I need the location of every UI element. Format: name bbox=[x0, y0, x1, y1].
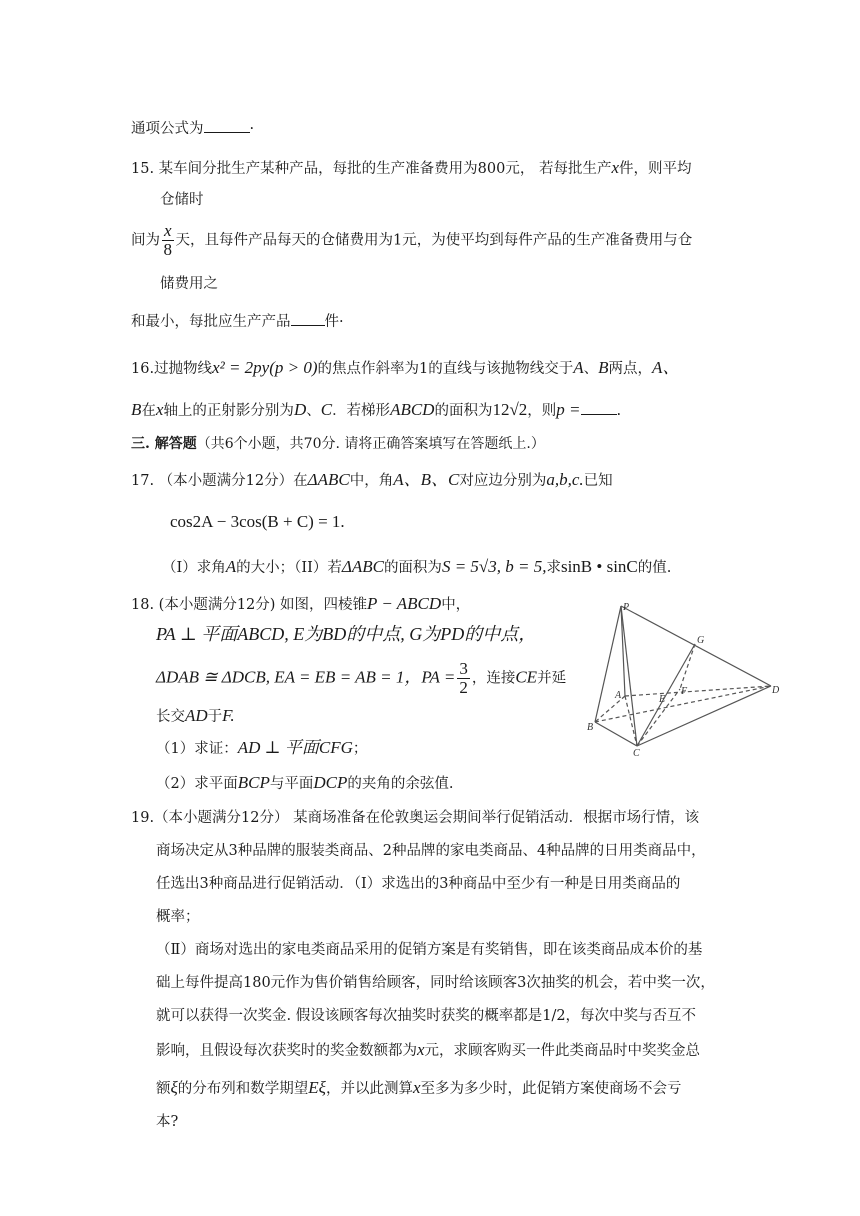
text: ，并以此测算 bbox=[325, 1081, 413, 1097]
text: 任选出3种商品进行促销活动．（Ⅰ）求选出的3种商品中至少有一种是日用类商品的 bbox=[156, 876, 681, 892]
triangle-ABC: ΔABC bbox=[307, 470, 350, 489]
text: （共6个小题，共70分. 请将正确答案填写在答题纸上.） bbox=[196, 436, 545, 452]
text: 至多为多少时，此促销方案使商场不会亏 bbox=[420, 1081, 682, 1097]
var-F: F. bbox=[222, 706, 235, 725]
figure-label-F: F bbox=[681, 686, 688, 697]
text: 并延 bbox=[537, 670, 567, 687]
text: 影响，且假设每次获奖时的奖金数额都为 bbox=[156, 1043, 417, 1059]
text: 的面积为 bbox=[434, 403, 493, 419]
text: （2）求平面 bbox=[156, 776, 238, 792]
text: 、 bbox=[583, 361, 599, 377]
text: 中，角 bbox=[349, 473, 394, 489]
text: 的大小；（II）若 bbox=[236, 560, 342, 576]
text-line bbox=[162, 557, 671, 577]
perp-statement: AD ⊥ 平面CFG bbox=[237, 738, 353, 757]
text: 额 bbox=[156, 1081, 171, 1097]
figure-label-A: A bbox=[615, 690, 622, 701]
text: 求 bbox=[546, 560, 561, 576]
text: cos2A − 3cos(B + C) = 1. bbox=[170, 512, 345, 531]
var-AD: AD bbox=[185, 706, 208, 725]
answer-blank bbox=[581, 402, 617, 415]
text-line bbox=[156, 738, 367, 758]
var-A: A bbox=[573, 358, 584, 377]
text: 件，则平均 bbox=[619, 161, 692, 177]
text-line bbox=[156, 660, 566, 697]
text: 础上每件提高180元作为售价销售给顾客，同时给该顾客3次抽奖的机会，若中奖一次， bbox=[156, 975, 715, 991]
var-B: B bbox=[598, 358, 609, 377]
var-x: x bbox=[155, 400, 164, 419]
fraction-x-over-8 bbox=[162, 222, 174, 259]
var-C: C bbox=[320, 400, 333, 419]
answer-blank bbox=[291, 313, 325, 326]
text: 15. 某车间分批生产某种产品，每批的生产准备费用为800元， 若每批生产 bbox=[131, 161, 612, 177]
var-x: x bbox=[611, 158, 619, 177]
figure-label-E: E bbox=[659, 694, 666, 705]
var-x: x bbox=[412, 1078, 421, 1097]
text: 元，求顾客购买一件此类商品时中奖奖金总 bbox=[424, 1043, 701, 1059]
text: （I）求角 bbox=[162, 560, 226, 576]
text: ，则 bbox=[527, 403, 557, 419]
text: 长交 bbox=[156, 709, 185, 725]
text: 对应边分别为 bbox=[459, 473, 547, 489]
text-line bbox=[156, 1040, 700, 1060]
text: 概率； bbox=[156, 909, 200, 925]
var-A: A、 bbox=[652, 358, 680, 377]
question-15 bbox=[131, 158, 692, 178]
text: 商场决定从3种品牌的服装类商品、2种品牌的家电类商品、4种品牌的日用类商品中， bbox=[156, 843, 706, 859]
var-xi: ξ bbox=[170, 1078, 178, 1097]
text: 间为 bbox=[131, 232, 160, 249]
text: 的分布列和数学期望 bbox=[177, 1081, 309, 1097]
pyramid-figure bbox=[585, 598, 785, 760]
text: ； bbox=[352, 741, 368, 757]
text: 通项公式为 bbox=[131, 121, 204, 137]
question-16 bbox=[131, 358, 679, 378]
text: 与平面 bbox=[269, 776, 314, 792]
var-D: D bbox=[293, 400, 307, 419]
text: 本? bbox=[156, 1114, 179, 1130]
text: 轴上的正射影分别为 bbox=[163, 403, 294, 419]
text: 在 bbox=[141, 403, 156, 419]
area-value: 12√2 bbox=[492, 400, 528, 419]
var-A: A bbox=[225, 557, 237, 576]
question-17 bbox=[131, 470, 613, 490]
figure-label-C: C bbox=[633, 748, 640, 759]
equation bbox=[170, 512, 345, 532]
text: 19.（本小题满分12分） 某商场准备在伦敦奥运会期间举行促销活动．根据市场行情，该 bbox=[131, 810, 700, 826]
text-line bbox=[160, 276, 218, 293]
plane-BCP: BCP bbox=[237, 773, 270, 792]
figure-label-B: B bbox=[587, 722, 594, 733]
question-18 bbox=[131, 594, 470, 614]
text: 和最小，每批应生产产品 bbox=[131, 314, 291, 330]
text-line: B在x轴上的正射影分别为D、C．若梯形ABCD的面积为12√2，则p = . bbox=[131, 400, 622, 419]
heading: 三. 解答题 bbox=[131, 436, 197, 452]
var-CE: CE bbox=[515, 667, 538, 687]
text: PA ⊥ 平面ABCD, E为BD的中点, G为PD的中点， bbox=[156, 624, 537, 644]
text: ，连接 bbox=[471, 670, 516, 687]
numerator: x bbox=[164, 221, 172, 240]
condition-line bbox=[156, 624, 536, 646]
text-line bbox=[156, 1078, 682, 1098]
text: 就可以获得一次奖金. 假设该顾客每次抽奖时获奖的概率都是1/2，每次中奖与否互不 bbox=[156, 1008, 697, 1024]
text: （1）求证： bbox=[156, 741, 238, 757]
text-line bbox=[156, 773, 453, 793]
text-line bbox=[156, 975, 715, 992]
numerator: 3 bbox=[459, 659, 468, 678]
text: （Ⅱ）商场对选出的家电类商品采用的促销方案是有奖销售，即在该类商品成本价的基 bbox=[156, 942, 703, 958]
var-p: p = bbox=[556, 400, 581, 419]
text: 17. （本小题满分12分）在 bbox=[131, 473, 308, 489]
text: 16.过抛物线 bbox=[131, 361, 213, 377]
text: 的焦点作斜率为1的直线与该抛物线交于 bbox=[317, 361, 574, 377]
triangle-ABC: ΔABC bbox=[341, 557, 384, 576]
figure-label-G: G bbox=[697, 635, 705, 646]
text-line bbox=[156, 706, 235, 726]
text-line bbox=[156, 942, 702, 959]
angles: A、B、C bbox=[393, 470, 460, 489]
text: 仓储时 bbox=[160, 192, 204, 208]
text: 的值. bbox=[637, 560, 672, 576]
text: 的夹角的余弦值. bbox=[347, 776, 454, 792]
var-B: B bbox=[131, 400, 142, 419]
denominator: 2 bbox=[459, 677, 468, 697]
area-condition: S = 5√3, b = 5, bbox=[441, 557, 547, 576]
text-line bbox=[131, 313, 344, 331]
var-x: x bbox=[417, 1040, 425, 1059]
text-line: 通项公式为 · bbox=[131, 121, 255, 137]
text: 件· bbox=[324, 314, 344, 330]
text-line bbox=[156, 1114, 178, 1131]
text-line bbox=[156, 909, 200, 926]
sin-product: sinB • sinC bbox=[560, 557, 638, 576]
text: 已知 bbox=[583, 473, 613, 489]
pyramid: P − ABCD bbox=[367, 594, 442, 613]
expectation: Eξ bbox=[308, 1078, 326, 1097]
text: 18. (本小题满分12分) 如图，四棱锥 bbox=[131, 597, 368, 613]
answer-blank bbox=[204, 120, 250, 133]
text: 天，且每件产品每天的仓储费用为1元，为使平均到每件产品的生产准备费用与仓 bbox=[175, 232, 693, 249]
plane-DCP: DCP bbox=[313, 773, 348, 792]
text-line bbox=[156, 1008, 696, 1025]
text: 两点， bbox=[608, 361, 653, 377]
sides: a,b,c. bbox=[546, 470, 584, 489]
text-line bbox=[156, 843, 706, 860]
text: ．若梯形 bbox=[332, 403, 391, 419]
question-19 bbox=[131, 810, 699, 827]
fraction-3-over-2 bbox=[457, 660, 470, 697]
text: 储费用之 bbox=[160, 276, 218, 292]
parabola-equation: x² = 2py(p > 0) bbox=[212, 358, 318, 377]
text: 的面积为 bbox=[383, 560, 442, 576]
text-line bbox=[156, 876, 680, 893]
denominator: 8 bbox=[163, 239, 173, 259]
text: 、 bbox=[306, 403, 321, 419]
var-ABCD: ABCD bbox=[390, 400, 435, 419]
text-line bbox=[160, 192, 204, 209]
figure-label-P: P bbox=[623, 602, 630, 613]
text: 于 bbox=[207, 709, 223, 725]
condition: ΔDAB ≅ ΔDCB, EA = EB = AB = 1，PA = bbox=[156, 667, 456, 687]
section-heading bbox=[131, 436, 545, 453]
text: 中， bbox=[441, 597, 471, 613]
text-line bbox=[131, 222, 692, 259]
figure-label-D: D bbox=[772, 685, 780, 696]
